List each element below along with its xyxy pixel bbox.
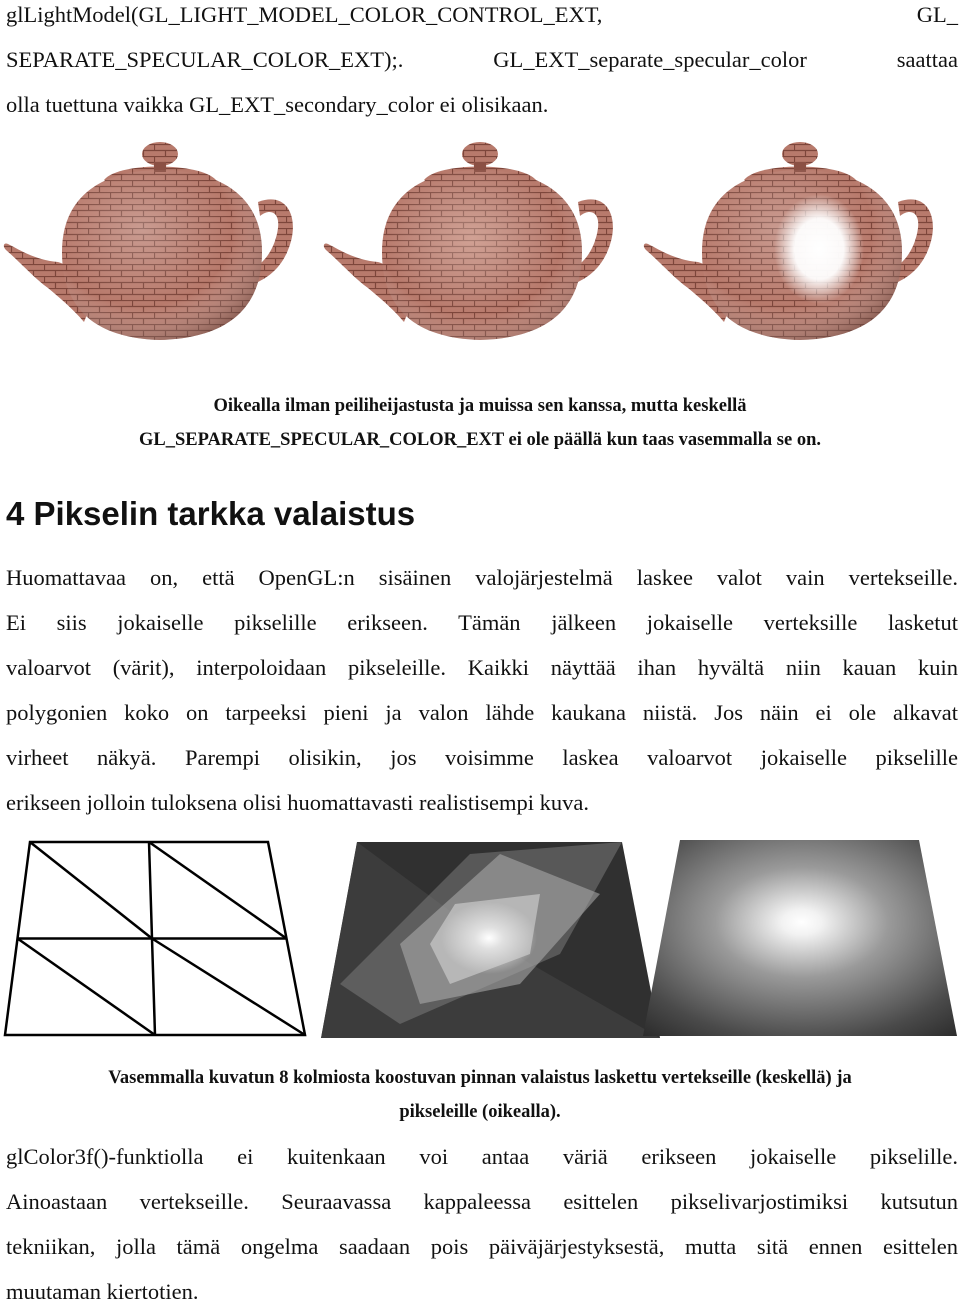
section-line-2: Ei siis jokaiselle pikselille erikseen. Tämän jälkeen jokaiselle verteksille lasketut [6, 610, 958, 635]
specular-highlight [774, 194, 864, 304]
intro-line-2: SEPARATE_SPECULAR_COLOR_EXT);. GL_EXT_separate_specular_color saattaa [6, 47, 958, 72]
caption-line-2: GL_SEPARATE_SPECULAR_COLOR_EXT ei ole päällä kun taas vasemmalla se on. [138, 430, 821, 450]
closing-line-4: muutaman kiertotien. [6, 1279, 199, 1304]
closing-paragraph [6, 1134, 958, 1314]
intro-line-1: glLightModel(GL_LIGHT_MODEL_COLOR_CONTROL_EXT, GL_ [6, 2, 958, 27]
section-line-3: valoarvot (värit), interpoloidaan pikseleille. Kaikki näyttää ihan hyvältä niin kauan kuin [6, 655, 958, 680]
pixel-lit-surface [630, 834, 960, 1044]
intro-paragraph [6, 0, 958, 127]
lighting-figure-caption [0, 1061, 960, 1129]
closing-line-3: tekniikan, jolla tämä ongelma saadaan pois päiväjärjestyksestä, mutta sitä ennen esittelen [6, 1234, 958, 1259]
caption2-line-2: pikseleille (oikealla). [399, 1102, 561, 1122]
vertex-lit-surface [300, 834, 680, 1044]
teapot-figure-caption [0, 389, 960, 457]
section-line-4: polygonien koko on tarpeeksi pieni ja valon lähde kaukana niistä. Jos näin ei ole alkavat [6, 700, 958, 725]
section-line-5: virheet näkyä. Parempi olisikin, jos voisimme laskea valoarvot jokaiselle pikselille [6, 745, 958, 770]
teapot-figure [0, 132, 960, 377]
caption2-line-1: Vasemmalla kuvatun 8 kolmiosta koostuvan pinnan valaistus laskettu vertekseille (keskellä) ja [108, 1068, 852, 1088]
closing-line-2: Ainoastaan vertekseille. Seuraavassa kappaleessa esittelen pikselivarjostimiksi kutsutun [6, 1189, 958, 1214]
teapot-left [4, 142, 293, 340]
section-heading: 4 Pikselin tarkka valaistus [6, 495, 416, 532]
section-paragraph [6, 555, 958, 825]
section-line-1: Huomattavaa on, että OpenGL:n sisäinen valojärjestelmä laskee valot vain vertekseille. [6, 565, 958, 590]
teapot-middle [324, 142, 613, 340]
section-line-6: erikseen jolloin tuloksena olisi huomattavasti realistisempi kuva. [6, 790, 590, 815]
intro-line-3: olla tuettuna vaikka GL_EXT_secondary_color ei olisikaan. [6, 92, 549, 117]
closing-line-1: glColor3f()-funktiolla ei kuitenkaan voi antaa väriä erikseen jokaiselle pikselille. [6, 1144, 958, 1169]
lighting-figure [0, 834, 960, 1044]
caption-line-1: Oikealla ilman peiliheijastusta ja muissa sen kanssa, mutta keskellä [213, 396, 747, 416]
triangle-mesh [5, 842, 305, 1035]
teapot-right [644, 142, 933, 340]
